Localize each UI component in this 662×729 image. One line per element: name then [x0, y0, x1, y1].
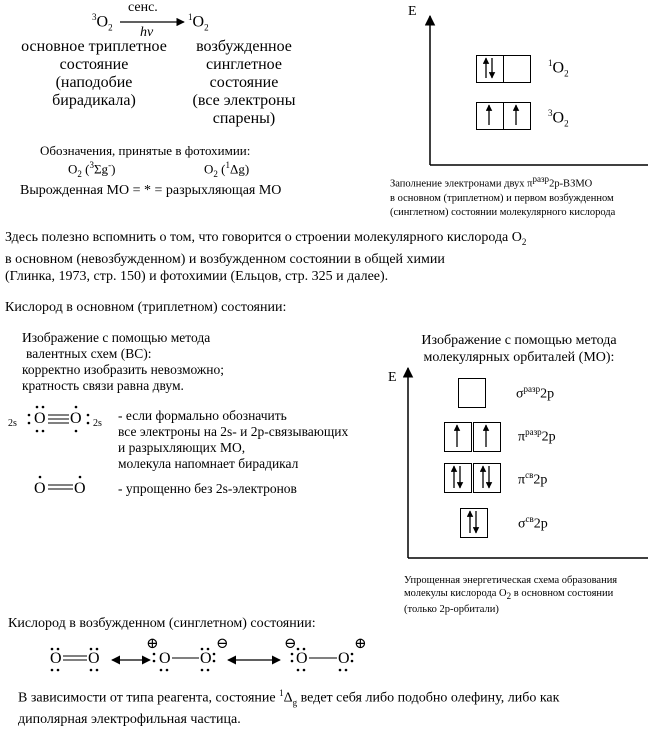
desc-line: состояние	[59, 56, 129, 73]
vb-title-line: валентных схем (ВС):	[26, 346, 152, 361]
caption-line: Заполнение электронами двух $\pi^{разр}2p$-ВЗМО	[390, 174, 593, 190]
minus-charge: ⊖	[284, 636, 297, 652]
excited-o2-formula: $^1O_2$	[188, 12, 209, 33]
formula2-o-right: O	[74, 480, 86, 497]
notation-heading: Обозначения, принятые в фотохимии:	[40, 143, 251, 158]
formula1-desc-line: и разрыхляющих МО,	[118, 440, 246, 455]
formula1-desc-line: - если формально обозначить	[118, 408, 287, 423]
energy-axis-label: E	[408, 4, 417, 19]
formula1-desc-line: молекула напомнает бирадикал	[118, 456, 299, 471]
mo-level-sigma-bonding: $\sigma^{св}2p$	[518, 514, 548, 532]
intro-line: Здесь полезно вспомнить о том, что говорится о строении молекулярного кислорода $O_2$	[5, 230, 527, 247]
formula1-o-left: O	[34, 410, 46, 427]
plus-charge: ⊕	[354, 636, 367, 652]
res3-o-left: O	[296, 650, 308, 667]
desc-line: спарены)	[212, 110, 276, 127]
vb-title-line: кратность связи равна двум.	[22, 378, 184, 393]
desc-line: возбужденное	[196, 38, 292, 55]
triplet-label: $^3O_2$	[548, 108, 569, 129]
mo-axis-label: E	[388, 370, 397, 385]
arrow-label-bottom: hν	[140, 25, 154, 40]
minus-charge: ⊖	[216, 636, 229, 652]
excited-heading: Кислород в возбужденном (синглетном) состоянии:	[8, 616, 316, 631]
mo-level-pi-antibonding: $\pi^{разр}2p$	[518, 427, 556, 445]
mo-title-line: Изображение с помощью метода	[421, 333, 617, 348]
caption-line: (только 2p-орбитали)	[404, 604, 499, 616]
singlet-label: $^1O_2$	[548, 58, 569, 79]
res1-o-right: O	[88, 650, 100, 667]
res1-o-left: O	[50, 650, 62, 667]
formula2-bonds	[48, 485, 73, 489]
res2-dots	[153, 648, 216, 672]
vb-title-line: Изображение с помощью метода	[22, 330, 211, 345]
caption-line: в основном (триплетном) и первом возбужденном	[390, 192, 614, 204]
formula2-desc: - упрощенно без 2s-электронов	[118, 481, 297, 496]
desc-line: синглетное	[206, 56, 282, 73]
caption-line: Упрощенная энергетическая схема образования	[404, 575, 618, 586]
desc-line: состояние	[209, 74, 279, 91]
caption-line: молекулы кислорода $O_2$ в основном состоянии	[404, 588, 614, 602]
res1-bonds	[63, 656, 87, 660]
formula2-o-left: O	[34, 480, 46, 497]
arrow-label-top: сенс.	[128, 0, 158, 15]
ground-heading: Кислород в основном (триплетном) состоянии:	[5, 300, 287, 315]
mo-level-pi-bonding: $\pi^{св}2p$	[518, 470, 548, 488]
formula1-bonds	[48, 415, 69, 423]
formula1-left-2s: 2s	[8, 418, 17, 429]
conclusion-line: В зависимости от типа реагента, состояние $^1\Delta_g$ ведет себя либо подобно олефину, либо как	[18, 688, 560, 708]
res3-dots	[291, 648, 354, 672]
notation-degenerate: Вырожденная МО = * = разрыхляющая МО	[20, 183, 282, 198]
formula2-dots	[39, 476, 82, 479]
res2-o-left: O	[159, 650, 171, 667]
formula1-desc-line: все электроны на 2s- и 2p-связывающих	[118, 424, 349, 439]
desc-line: основное триплетное	[21, 38, 167, 55]
intro-line: в основном (невозбужденном) и возбужденном состоянии в общей химии	[5, 251, 445, 267]
ground-o2-formula: $^3O_2$	[92, 12, 113, 33]
res2-o-right: O	[200, 650, 212, 667]
notation-excited: $O_2$ ($^1$Δg)	[204, 160, 250, 179]
desc-line: (все электроны	[192, 92, 296, 109]
vb-title-line: корректно изобразить невозможно;	[22, 362, 224, 377]
mo-level-sigma-antibonding: $\sigma^{разр}2p$	[516, 384, 555, 402]
desc-line: бирадикала)	[52, 92, 136, 109]
formula1-o-right: O	[70, 410, 82, 427]
res3-o-right: O	[338, 650, 350, 667]
notation-ground: $O_2$ ($^3$Σg-)	[68, 160, 116, 179]
intro-line: (Глинка, 1973, стр. 150) и фотохимии (Ельцов, стр. 325 и далее).	[5, 268, 389, 284]
desc-line: (наподобие	[55, 74, 133, 91]
caption-line: (синглетном) состоянии молекулярного кислорода	[390, 206, 616, 218]
formula1-right-2s: 2s	[93, 418, 102, 429]
plus-charge: ⊕	[146, 636, 159, 652]
mo-title-line: молекулярных орбиталей (МО):	[423, 350, 615, 365]
conclusion-line: диполярная электрофильная частица.	[18, 712, 241, 728]
